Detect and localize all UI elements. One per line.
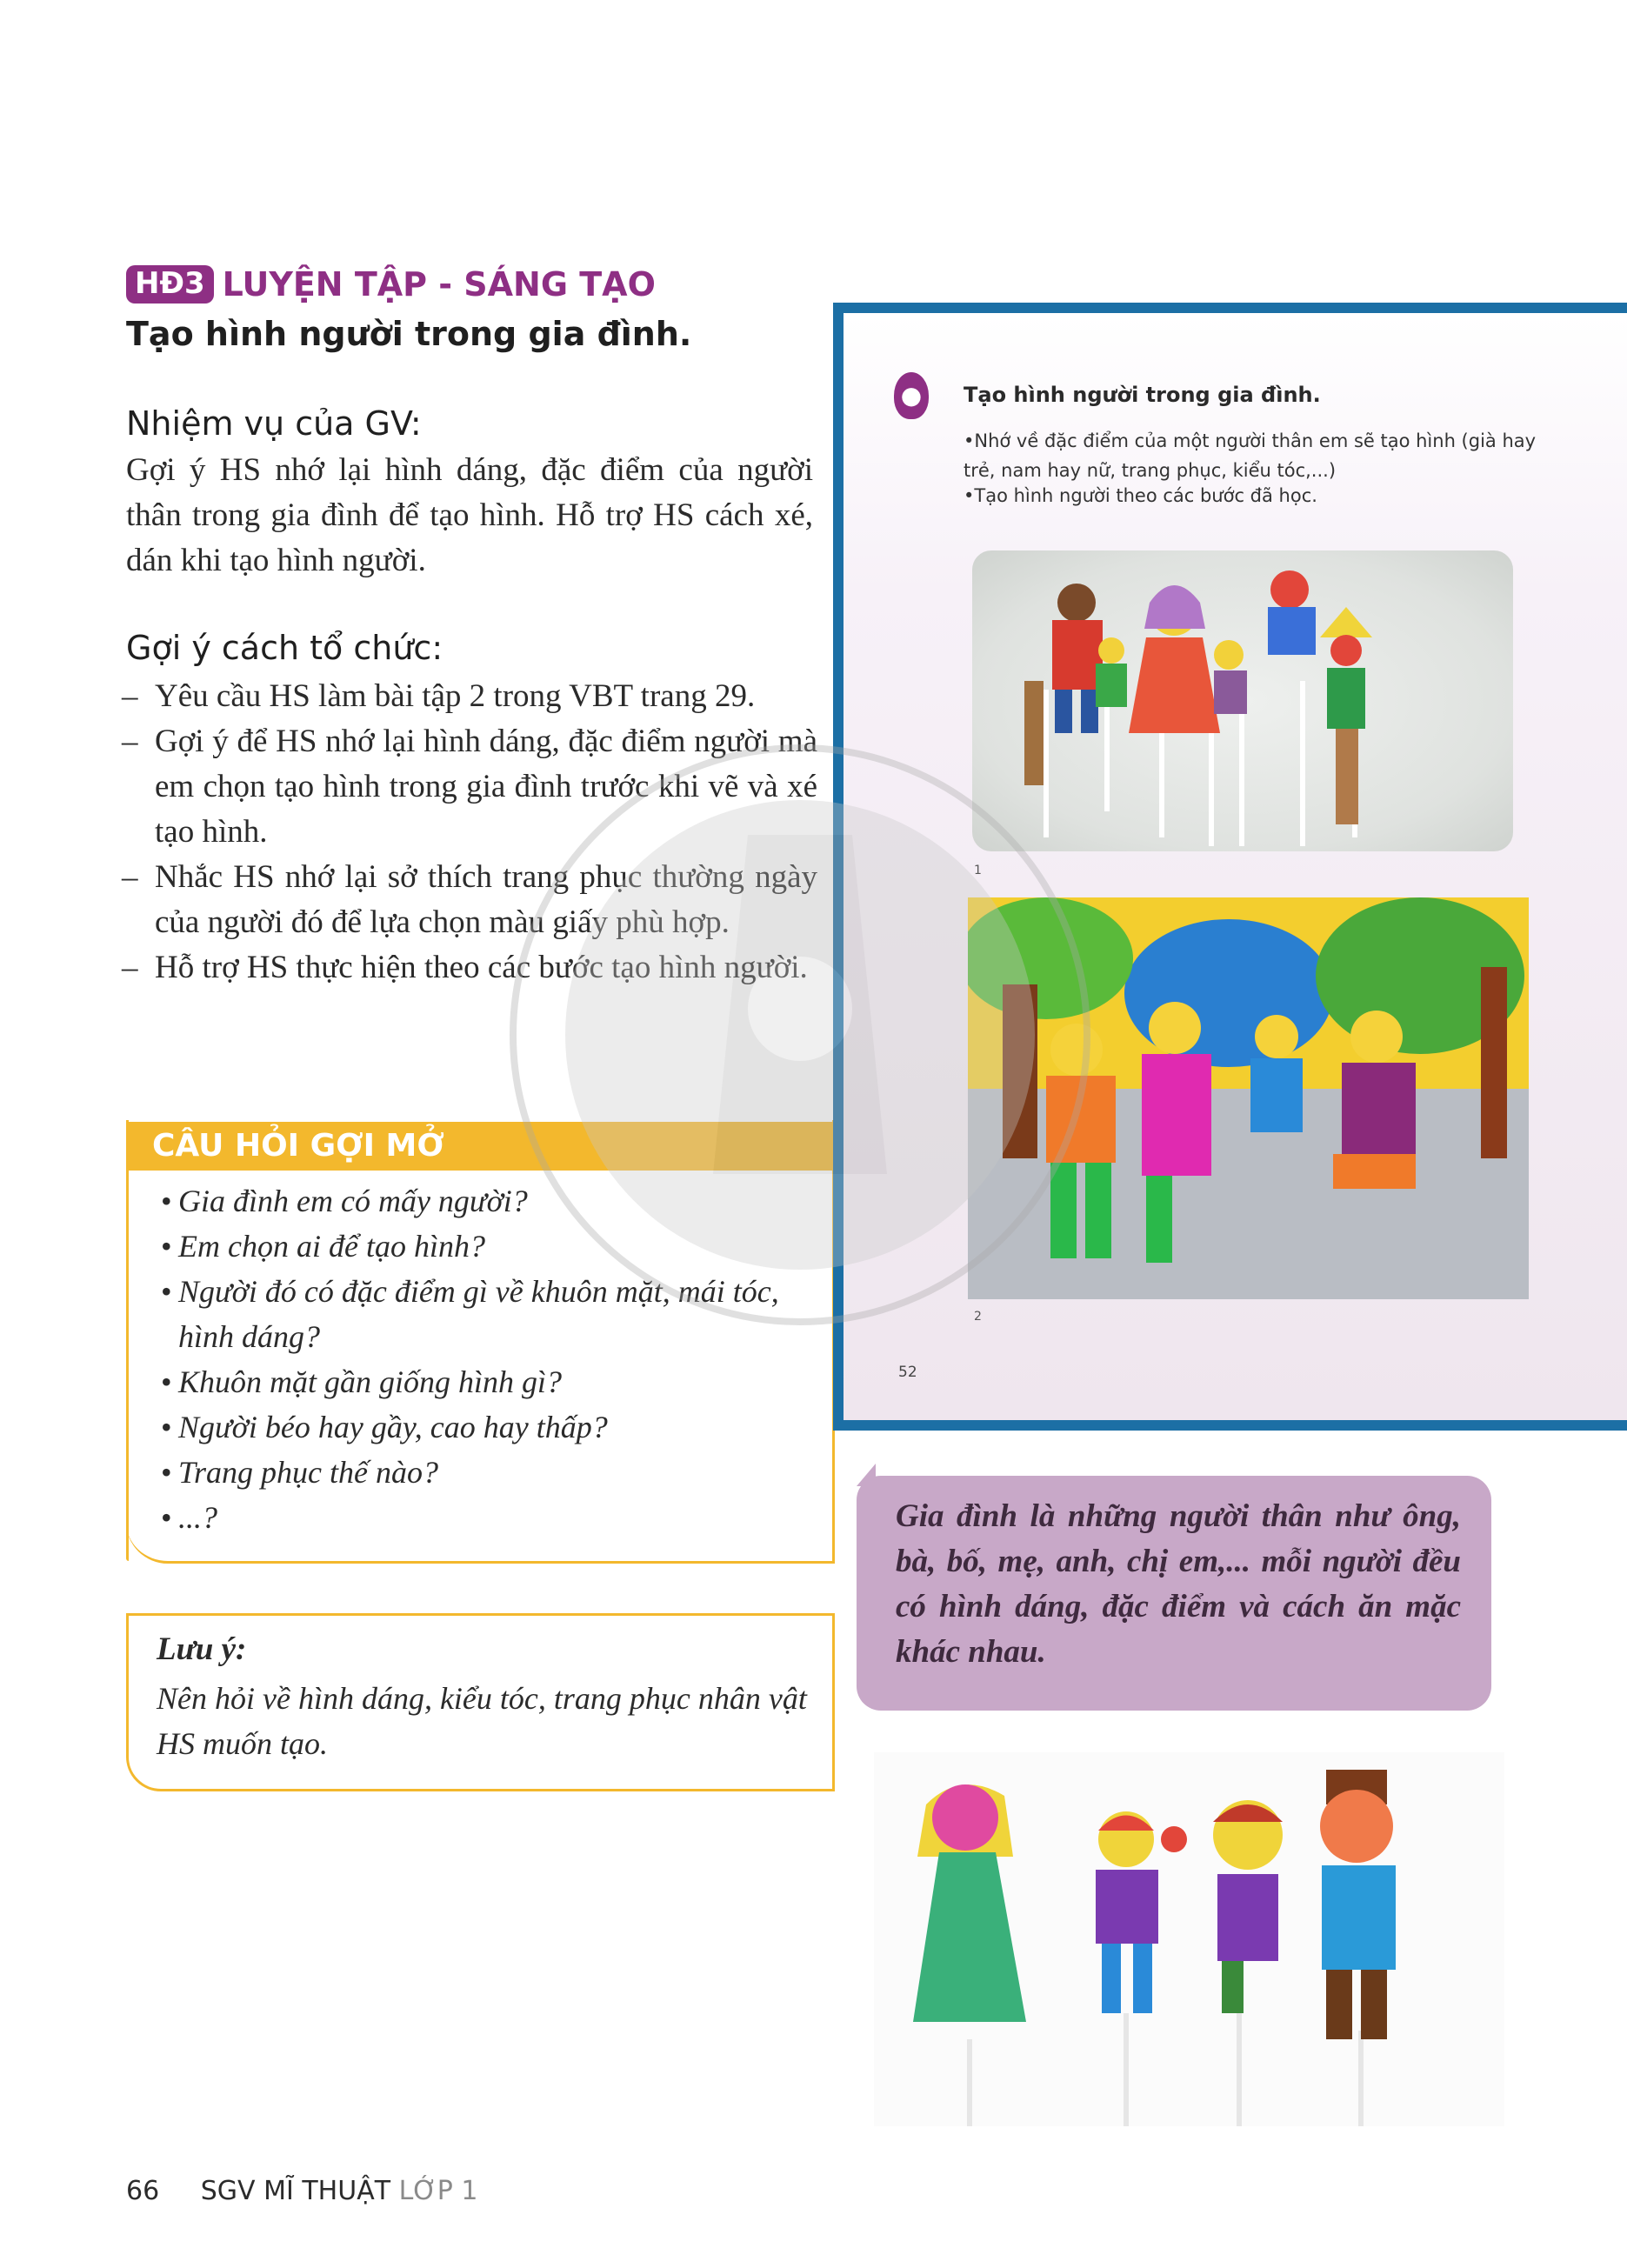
note-text: Nên hỏi về hình dáng, kiểu tóc, trang phục nhân vật HS muốn tạo. <box>157 1681 807 1761</box>
section-badge: HĐ3 <box>126 265 214 303</box>
question-item: • ...? <box>161 1495 822 1540</box>
bubble-text: Gia đình là những người thân như ông, bà, bố, mẹ, anh, chị em,... mỗi người đều có hình dáng, đặc điểm và cách ăn mặc khác nhau. <box>896 1498 1461 1670</box>
page-footer <box>126 2176 477 2206</box>
paper-puppets-photo <box>972 550 1513 851</box>
questions-list <box>161 1178 822 1540</box>
task-heading: Nhiệm vụ của GV: <box>126 404 422 443</box>
question-item: • Người béo hay gầy, cao hay thấp? <box>161 1404 822 1450</box>
organize-heading: Gợi ý cách tổ chức: <box>126 629 443 667</box>
section-title: LUYỆN TẬP - SÁNG TẠO <box>222 265 656 304</box>
book-name: SGV MĨ THUẬT <box>200 2176 391 2206</box>
section-subtitle: Tạo hình người trong gia đình. <box>126 315 692 353</box>
textbook-title: Tạo hình người trong gia đình. <box>964 383 1321 407</box>
textbook-bullet: •Tạo hình người theo các bước đã học. <box>964 485 1317 506</box>
page-number: 66 <box>126 2176 160 2206</box>
lightbulb-icon: ● <box>894 372 929 419</box>
crayon-family-drawing <box>968 897 1529 1299</box>
questions-header: CÂU HỎI GỢI MỞ <box>126 1122 835 1171</box>
question-item: • Người đó có đặc điểm gì về khuôn mặt, mái tóc, hình dáng? <box>161 1269 822 1359</box>
organize-item: – Gợi ý để HS nhớ lại hình dáng, đặc điểm người mà em chọn tạo hình trong gia đình trước khi vẽ và xé tạo hình. <box>122 719 817 855</box>
question-item: • Gia đình em có mấy người? <box>161 1178 822 1224</box>
task-body: Gợi ý HS nhớ lại hình dáng, đặc điểm của người thân trong gia đình để tạo hình. Hỗ trợ HS cách xé, dán khi tạo hình người. <box>126 452 813 578</box>
textbook-page-number: 52 <box>898 1364 917 1381</box>
organize-item: – Nhắc HS nhớ lại sở thích trang phục thường ngày của người đó để lựa chọn màu giấy phù hợp. <box>122 855 817 945</box>
organize-item: – Hỗ trợ HS thực hiện theo các bước tạo hình người. <box>122 945 817 991</box>
paper-family-figures-photo <box>874 1752 1504 2126</box>
image-number: 1 <box>974 864 982 877</box>
textbook-bullet: •Nhớ về đặc điểm của một người thân em sẽ tạo hình (già hay trẻ, nam hay nữ, trang phục, kiểu tóc,...) <box>964 430 1537 481</box>
section-heading <box>126 265 656 304</box>
image-number: 2 <box>974 1310 982 1324</box>
question-item: • Trang phục thế nào? <box>161 1450 822 1495</box>
organize-item: – Yêu cầu HS làm bài tập 2 trong VBT trang 29. <box>122 674 817 719</box>
note-title: Lưu ý: <box>157 1631 247 1667</box>
question-item: • Khuôn mặt gần giống hình gì? <box>161 1359 822 1404</box>
question-item: • Em chọn ai để tạo hình? <box>161 1224 822 1269</box>
book-grade: LỚP 1 <box>398 2176 478 2206</box>
organize-list <box>122 674 817 991</box>
